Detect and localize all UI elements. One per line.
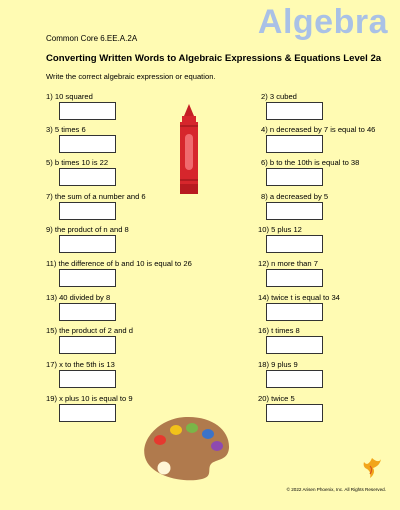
problem-11 xyxy=(46,259,206,291)
problem-18 xyxy=(258,360,400,392)
answer-box[interactable] xyxy=(266,102,323,120)
problem-16 xyxy=(258,326,400,358)
problem-9 xyxy=(46,225,206,257)
answer-box[interactable] xyxy=(266,303,323,321)
problem-label: 1) 10 squared xyxy=(46,92,93,101)
problem-14 xyxy=(258,293,400,325)
problem-12 xyxy=(258,259,400,291)
paint-palette-icon xyxy=(140,414,232,482)
answer-box[interactable] xyxy=(59,370,116,388)
answer-box[interactable] xyxy=(266,168,323,186)
answer-box[interactable] xyxy=(266,404,323,422)
problem-label: 19) x plus 10 is equal to 9 xyxy=(46,394,133,403)
problem-17 xyxy=(46,360,206,392)
problem-label: 7) the sum of a number and 6 xyxy=(46,192,146,201)
problem-2 xyxy=(261,92,400,124)
problem-20 xyxy=(258,394,400,426)
problem-7 xyxy=(46,192,206,224)
answer-box[interactable] xyxy=(59,168,116,186)
problem-4 xyxy=(261,125,400,157)
problem-label: 8) a decreased by 5 xyxy=(261,192,329,201)
problem-label: 6) b to the 10th is equal to 38 xyxy=(261,158,360,167)
subject-heading: Algebra xyxy=(257,3,388,41)
problem-label: 5) b times 10 is 22 xyxy=(46,158,109,167)
worksheet-title: Converting Written Words to Algebraic Expressions & Equations Level 2a xyxy=(46,53,382,64)
problem-label: 15) the product of 2 and d xyxy=(46,326,133,335)
answer-box[interactable] xyxy=(59,303,116,321)
crayon-icon xyxy=(174,104,204,196)
copyright-notice: © 2022 Arisen Phoenix, Inc. All Rights Reserved. xyxy=(286,487,386,492)
problem-6 xyxy=(261,158,400,190)
problem-label: 20) twice 5 xyxy=(258,394,295,403)
answer-box[interactable] xyxy=(59,102,116,120)
problem-label: 14) twice t is equal to 34 xyxy=(258,293,340,302)
answer-box[interactable] xyxy=(266,202,323,220)
answer-box[interactable] xyxy=(266,235,323,253)
problem-label: 17) x to the 5th is 13 xyxy=(46,360,115,369)
answer-box[interactable] xyxy=(266,269,323,287)
problem-13 xyxy=(46,293,206,325)
answer-box[interactable] xyxy=(59,235,116,253)
instructions: Write the correct algebraic expression or equation. xyxy=(46,72,216,81)
answer-box[interactable] xyxy=(59,269,116,287)
phoenix-logo-icon xyxy=(362,456,382,480)
problem-label: 3) 5 times 6 xyxy=(46,125,86,134)
problem-label: 9) the product of n and 8 xyxy=(46,225,129,234)
answer-box[interactable] xyxy=(59,202,116,220)
answer-box[interactable] xyxy=(59,336,116,354)
problem-label: 4) n decreased by 7 is equal to 46 xyxy=(261,125,376,134)
problem-label: 12) n more than 7 xyxy=(258,259,318,268)
answer-box[interactable] xyxy=(266,336,323,354)
problem-15 xyxy=(46,326,206,358)
answer-box[interactable] xyxy=(59,404,116,422)
problem-label: 11) the difference of b and 10 is equal to 26 xyxy=(46,259,192,268)
problem-8 xyxy=(261,192,400,224)
problem-label: 2) 3 cubed xyxy=(261,92,297,101)
standard-code: Common Core 6.EE.A.2A xyxy=(46,34,138,43)
answer-box[interactable] xyxy=(266,135,323,153)
problem-label: 10) 5 plus 12 xyxy=(258,225,302,234)
problem-10 xyxy=(258,225,400,257)
problem-label: 13) 40 divided by 8 xyxy=(46,293,111,302)
problem-label: 18) 9 plus 9 xyxy=(258,360,298,369)
answer-box[interactable] xyxy=(266,370,323,388)
answer-box[interactable] xyxy=(59,135,116,153)
problem-label: 16) t times 8 xyxy=(258,326,300,335)
